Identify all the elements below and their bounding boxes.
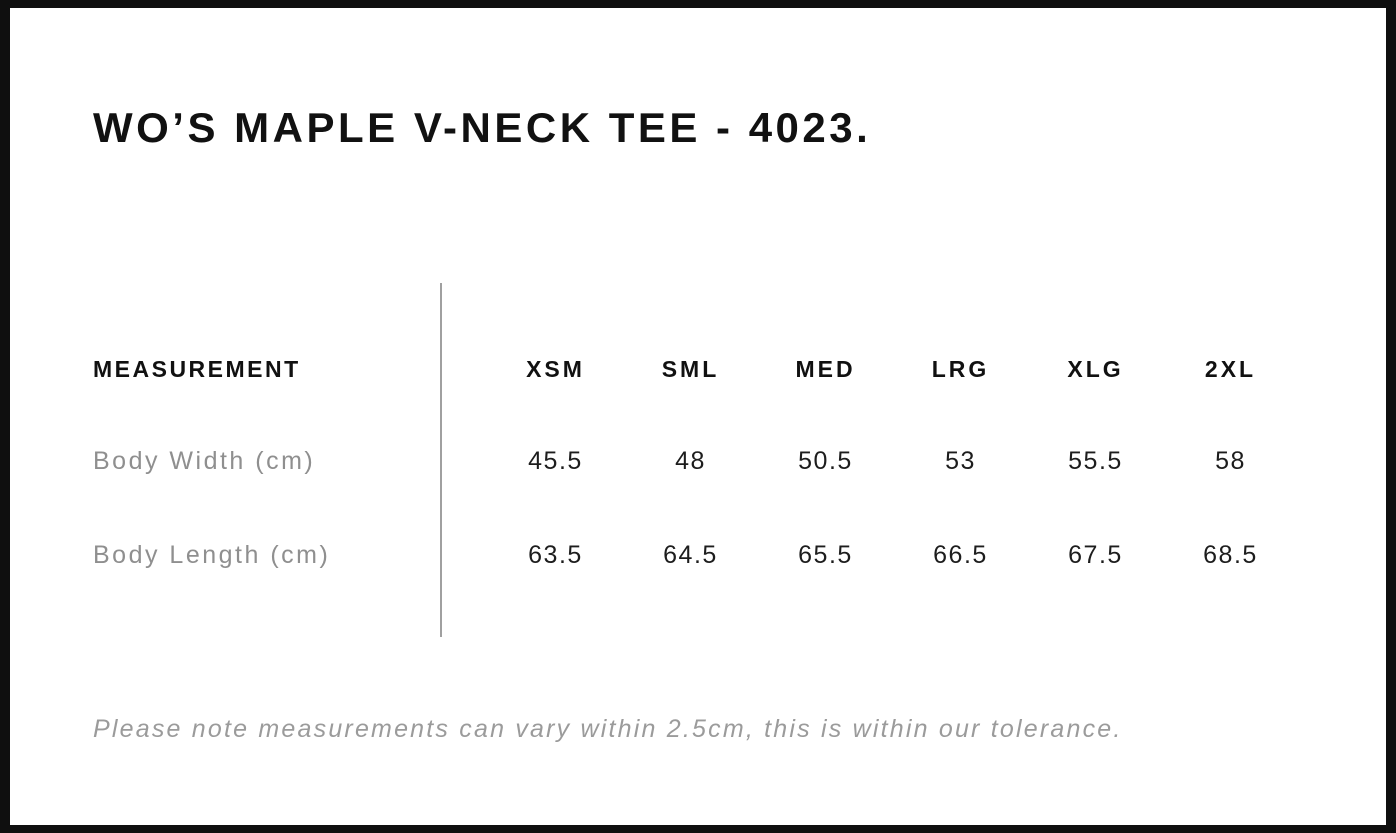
body-width-value-xsm: 45.5: [528, 446, 583, 475]
page-title: WO’S MAPLE V-NECK TEE - 4023.: [93, 104, 872, 151]
table-row-body-width: [10, 439, 1386, 483]
size-table: [10, 8, 1386, 825]
body-width-value-sml: 48: [675, 446, 706, 475]
body-width-value-2xl: 58: [1215, 446, 1246, 475]
column-divider-line: [440, 283, 442, 637]
body-length-value-xsm: 63.5: [528, 540, 583, 569]
body-length-value-med: 65.5: [798, 540, 853, 569]
body-width-value-lrg: 53: [945, 446, 976, 475]
size-column-header-xsm: XSM: [526, 355, 585, 382]
size-column-header-lrg: LRG: [931, 355, 990, 382]
body-width-value-med: 50.5: [798, 446, 853, 475]
body-length-value-sml: 64.5: [663, 540, 718, 569]
size-column-header-sml: SML: [661, 355, 720, 382]
row-label-body-length: Body Length (cm): [93, 540, 331, 569]
table-row-body-length: [10, 533, 1386, 577]
measurement-column-header: MEASUREMENT: [93, 355, 301, 382]
size-column-header-xlg: XLG: [1067, 355, 1124, 382]
size-column-header-2xl: 2XL: [1204, 355, 1257, 382]
body-length-value-lrg: 66.5: [933, 540, 988, 569]
size-column-header-med: MED: [795, 355, 856, 382]
body-length-value-2xl: 68.5: [1203, 540, 1258, 569]
tolerance-note: Please note measurements can vary within 2.5cm, this is within our tolerance.: [93, 715, 1123, 743]
row-label-body-width: Body Width (cm): [93, 446, 316, 475]
body-length-value-xlg: 67.5: [1068, 540, 1123, 569]
body-width-value-xlg: 55.5: [1068, 446, 1123, 475]
table-header-row: [10, 347, 1386, 391]
